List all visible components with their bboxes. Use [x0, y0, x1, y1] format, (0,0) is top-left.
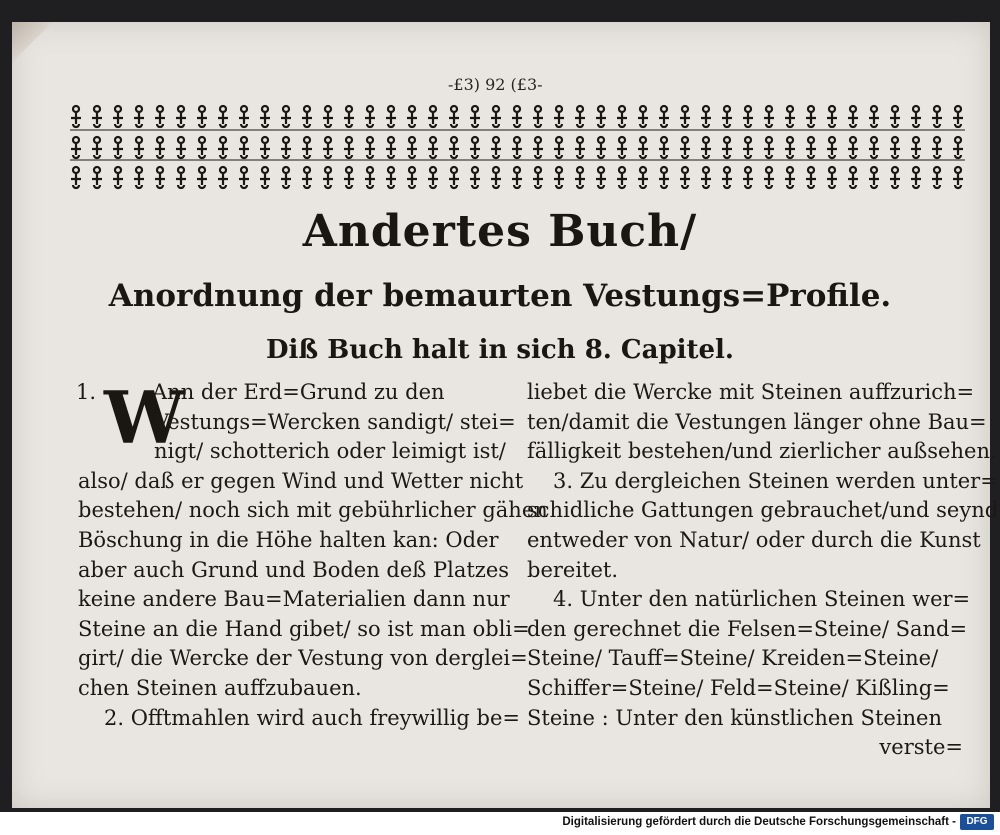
page-number: -£3) 92 (£3-	[448, 75, 543, 94]
text-line: fälligkeit bestehen/und zierlicher außsehen.	[527, 439, 997, 464]
text-line: 1. Ann der Erd=Grund zu den	[78, 378, 506, 408]
text-line: ten/damit die Vestungen länger ohne Bau=	[527, 409, 987, 434]
dfg-logo[interactable]: DFG	[960, 814, 994, 830]
funding-note: Digitalisierung gefördert durch die Deutsche Forschungsgemeinschaft -	[562, 816, 956, 828]
left-column	[76, 375, 548, 733]
text-line: liebet die Wercke mit Steinen auffzurich=	[527, 380, 975, 404]
text-line: bereitet.	[527, 557, 619, 582]
right-column	[527, 378, 999, 763]
chapter-count: Diß Buch halt in sich 8. Capitel.	[266, 335, 734, 365]
text-line: 4. Unter den natürlichen Steinen wer=	[553, 587, 971, 612]
text-line: Böschung in die Höhe halten kan: Oder	[78, 527, 499, 552]
decorative-ornament-band	[70, 100, 965, 192]
text-line: bestehen/ noch sich mit gebührlicher gähen	[78, 498, 548, 523]
text-line: chen Steinen auffzubauen.	[78, 675, 362, 700]
page-corner-fold	[12, 22, 52, 62]
text-line: Schiffer=Steine/ Feld=Steine/ Kißling=	[527, 675, 950, 700]
text-line: 3. Zu dergleichen Steinen werden unter=	[553, 468, 998, 493]
text-line: den gerechnet die Felsen=Steine/ Sand=	[527, 616, 968, 641]
paragraph-number: 1.	[76, 380, 97, 404]
text-line: Vestungs=Wercken sandigt/ stei=	[154, 409, 516, 434]
book-title: Andertes Buch/	[302, 206, 698, 257]
book-subtitle: Anordnung der bemaurten Vestungs=Profile.	[108, 278, 892, 314]
text-line: schidliche Gattungen gebrauchet/und seynd	[527, 498, 999, 523]
text-line: keine andere Bau=Materialien dann nur	[78, 587, 510, 612]
catchword: verste=	[879, 735, 963, 760]
text-line: also/ daß er gegen Wind und Wetter nicht	[78, 468, 524, 493]
text-line: 2. Offtmahlen wird auch freywillig be=	[104, 705, 520, 730]
drop-cap: W	[104, 375, 185, 460]
text-line: girt/ die Wercke der Vestung von derglei=	[78, 646, 528, 671]
text-line: Steine an die Hand gibet/ so ist man obli=	[78, 616, 530, 641]
text-line: entweder von Natur/ oder durch die Kunst	[527, 527, 981, 552]
text-line: aber auch Grund und Boden deß Platzes	[78, 557, 510, 582]
text-line: Steine : Unter den künstlichen Steinen	[527, 705, 943, 730]
text-line: nigt/ schotterich oder leimigt ist/	[154, 439, 506, 464]
text-line: Steine/ Tauff=Steine/ Kreiden=Steine/	[527, 646, 939, 671]
